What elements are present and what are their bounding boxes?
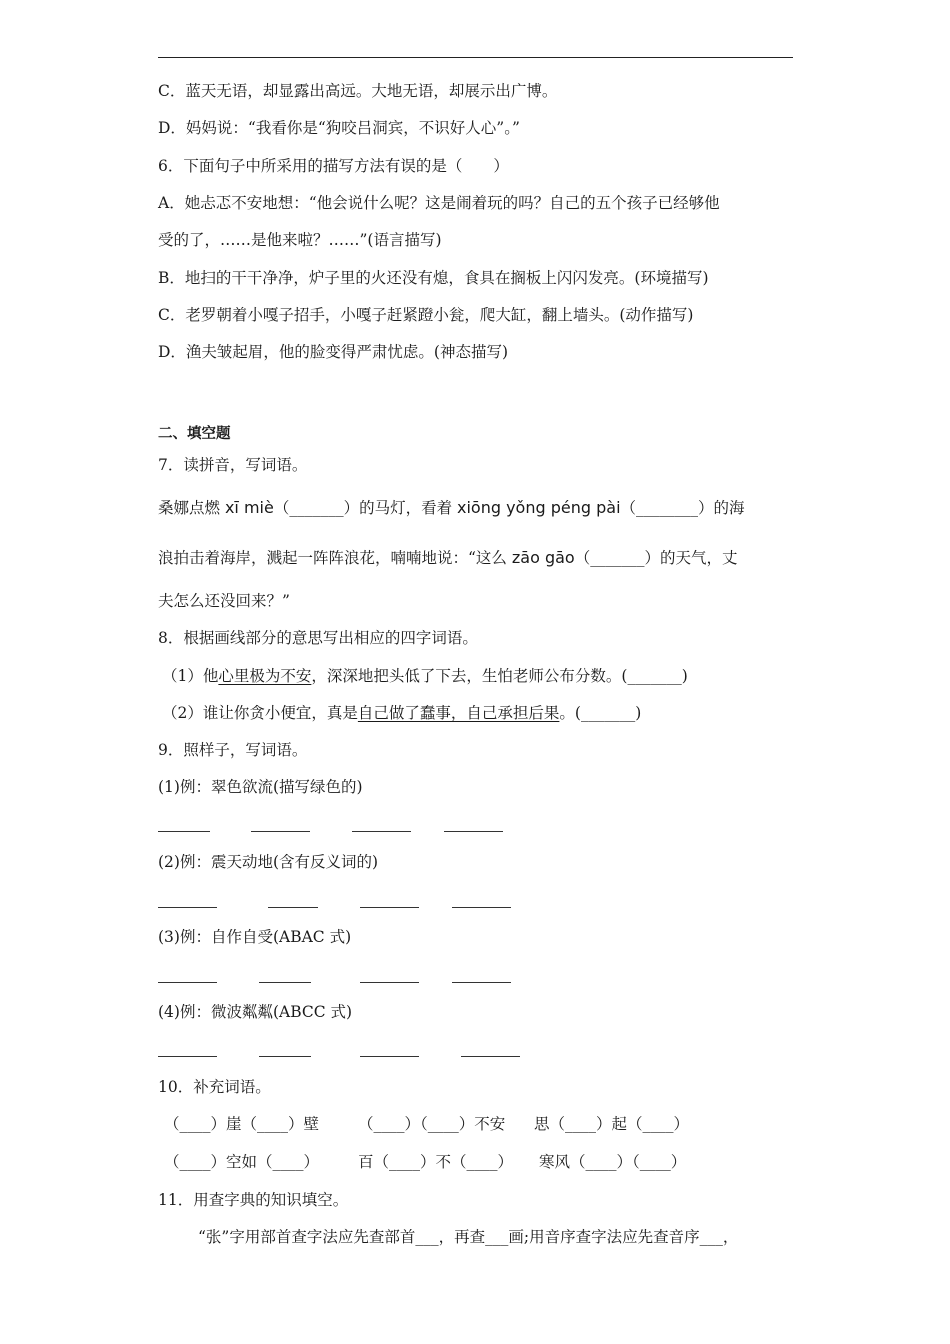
q10-row2-item2: 百（____）不（____） — [358, 1153, 514, 1171]
answer-blank[interactable] — [158, 982, 217, 983]
q10-row2-item1: （____）空如（____） — [164, 1153, 320, 1171]
q6-option-d: D．渔夫皱起眉，他的脸变得严肃忧虑。(神态描写) — [158, 343, 509, 361]
answer-blank[interactable] — [158, 907, 217, 908]
q7-line1 — [158, 497, 745, 519]
q7-line2-text-a: 浪拍击着海岸，溅起一阵阵浪花，喃喃地说：“这么 — [158, 549, 512, 567]
q6-option-a-line2: 受的了，……是他来啦？……”(语言描写) — [158, 231, 442, 249]
pinyin-xiongyong: xiōng yǒng péng pài — [457, 498, 621, 517]
q9-example3: (3)例：自作自受(ABAC 式) — [158, 928, 352, 946]
q7-line2-text-b: （_______）的天气，丈 — [574, 549, 738, 567]
header-rule — [158, 57, 793, 58]
q6-option-a-line1: A．她忐忑不安地想：“他会说什么呢？这是闹着玩的吗？自己的五个孩子已经够他 — [158, 194, 720, 212]
q9-example1: (1)例：翠色欲流(描写绿色的) — [158, 778, 363, 796]
answer-blank[interactable] — [360, 982, 419, 983]
q10-row1-item3: 思（____）起（____） — [534, 1115, 690, 1133]
q8-item1 — [162, 665, 688, 687]
q8-item2-text-a: （2）谁让你贪小便宜，真是 — [162, 704, 358, 722]
q8-item1-underlined: 心里极为不安 — [218, 667, 312, 685]
q10-row2-item3: 寒风（____）（____） — [539, 1153, 687, 1171]
pinyin-ximie: xī miè — [224, 498, 274, 517]
q8-item2 — [162, 702, 641, 724]
q9-stem: 9．照样子，写词语。 — [158, 741, 308, 759]
answer-blank[interactable] — [259, 982, 311, 983]
q10-row1-item2: （____）（____）不安 — [358, 1115, 506, 1133]
answer-blank[interactable] — [352, 831, 411, 832]
q6-option-c: C．老罗朝着小嘎子招手，小嘎子赶紧蹬小瓮，爬大缸，翻上墙头。(动作描写) — [158, 306, 694, 324]
q7-line1-text-c: （________）的海 — [620, 499, 745, 517]
answer-blank[interactable] — [461, 1056, 520, 1057]
q9-example2: (2)例：震天动地(含有反义词的) — [158, 853, 379, 871]
answer-blank[interactable] — [452, 982, 511, 983]
q8-item2-underlined: 自己做了蠢事，自己承担后果 — [357, 704, 560, 722]
answer-blank[interactable] — [360, 907, 419, 908]
q7-line2 — [158, 547, 737, 569]
pinyin-zaogao: zāo gāo — [511, 548, 575, 567]
q11-stem: 11．用查字典的知识填空。 — [158, 1191, 349, 1209]
q8-stem: 8．根据画线部分的意思写出相应的四字词语。 — [158, 629, 478, 647]
q7-line1-text-a: 桑娜点燃 — [158, 499, 225, 517]
q5-option-d: D．妈妈说：“我看你是“狗咬吕洞宾，不识好人心”。” — [158, 119, 520, 137]
q7-line3: 夫怎么还没回来？” — [158, 592, 290, 610]
q7-stem: 7．读拼音，写词语。 — [158, 456, 308, 474]
q8-item1-text-a: （1）他 — [162, 667, 219, 685]
q10-row1-item1: （____）崖（____）壁 — [164, 1115, 320, 1133]
answer-blank[interactable] — [444, 831, 503, 832]
answer-blank[interactable] — [452, 907, 511, 908]
q10-stem: 10．补充词语。 — [158, 1078, 271, 1096]
q8-item1-text-b: ，深深地把头低了下去，生怕老师公布分数。(_______) — [311, 667, 688, 685]
q6-stem: 6．下面句子中所采用的描写方法有误的是（ ） — [158, 157, 509, 175]
answer-blank[interactable] — [268, 907, 318, 908]
answer-blank[interactable] — [158, 831, 210, 832]
answer-blank[interactable] — [158, 1056, 217, 1057]
q9-example4: (4)例：微波粼粼(ABCC 式) — [158, 1003, 353, 1021]
q7-line1-text-b: （_______）的马灯，看着 — [273, 499, 457, 517]
section-title: 二、填空题 — [158, 426, 231, 442]
q6-option-b: B．地扫的干干净净，炉子里的火还没有熄，食具在搁板上闪闪发亮。(环境描写) — [158, 269, 709, 287]
answer-blank[interactable] — [259, 1056, 311, 1057]
q11-line: “张”字用部首查字法应先查部首___，再查___画;用音序查字法应先查音序___， — [198, 1228, 739, 1246]
q8-item2-text-b: 。(_______) — [559, 704, 642, 722]
q5-option-c: C．蓝天无语，却显露出高远。大地无语，却展示出广博。 — [158, 82, 558, 100]
answer-blank[interactable] — [251, 831, 310, 832]
answer-blank[interactable] — [360, 1056, 419, 1057]
